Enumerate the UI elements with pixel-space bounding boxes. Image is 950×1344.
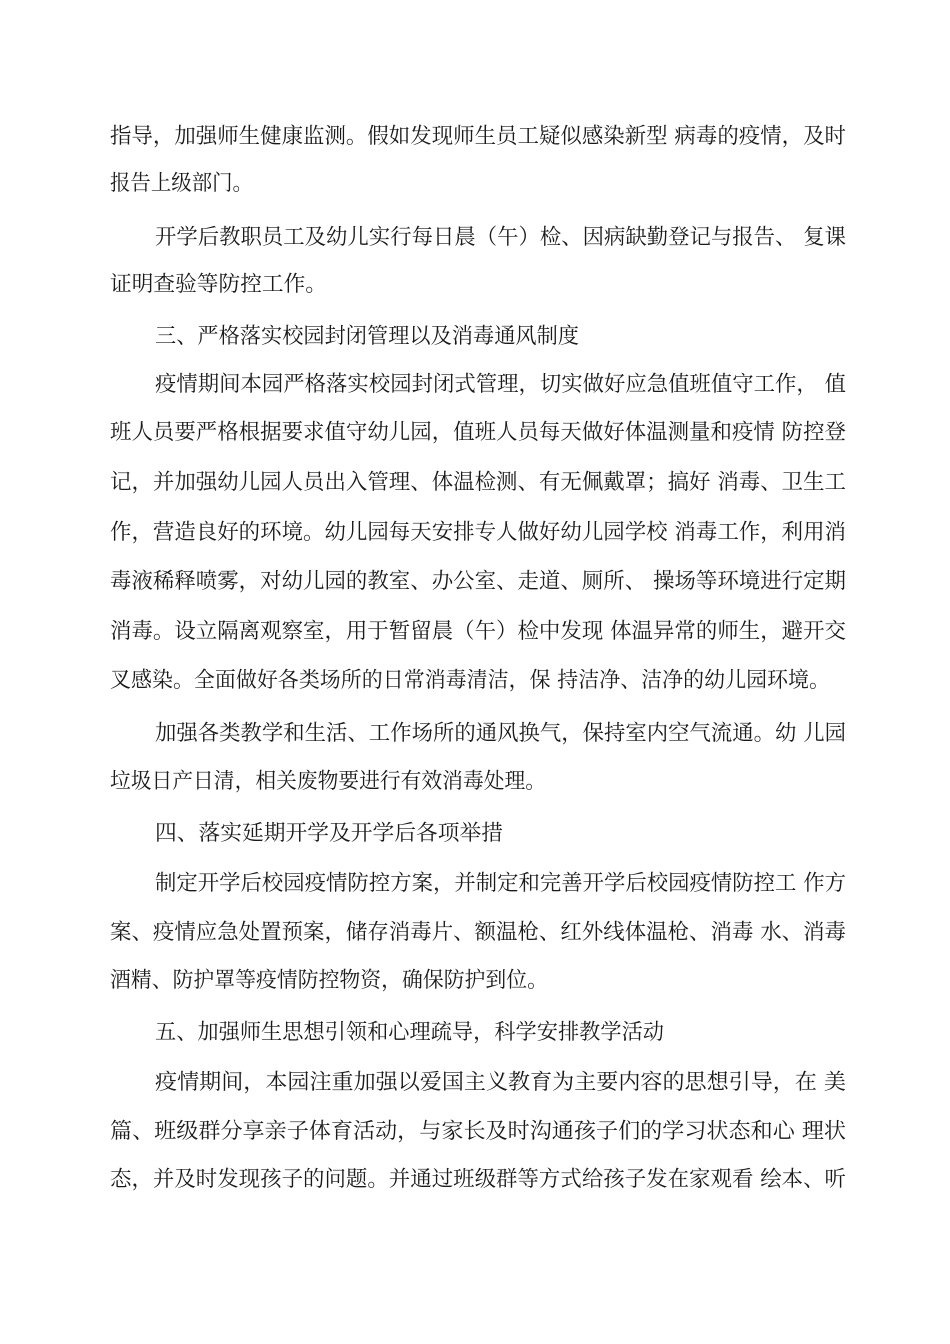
text-line — [0, 659, 950, 703]
line-text: 叉感染。全面做好各类场所的日常消毒清洁，保 持洁净、洁净的幼儿园环境。 — [110, 668, 830, 693]
section-heading — [0, 315, 950, 359]
line-text: 开学后教职员工及幼儿实行每日晨（午）检、因病缺勤登记与报告、 复课 — [155, 225, 846, 250]
text-line — [0, 911, 950, 955]
line-text: 加强各类教学和生活、工作场所的通风换气，保持室内空气流通。幼 儿园 — [155, 721, 846, 746]
text-line — [0, 162, 950, 206]
text-line — [0, 560, 950, 604]
line-text: 作，营造良好的环境。幼儿园每天安排专人做好幼儿园学校 消毒工作，利用消 — [110, 520, 846, 545]
line-text: 疫情期间，本园注重加强以爱国主义教育为主要内容的思想引导，在 美 — [155, 1070, 846, 1095]
line-text: 案、疫情应急处置预案，储存消毒片、额温枪、红外线体温枪、消毒 水、消毒 — [110, 920, 846, 945]
text-line — [0, 1110, 950, 1154]
line-text: 垃圾日产日清，相关废物要进行有效消毒处理。 — [110, 769, 546, 794]
text-line — [0, 115, 950, 159]
text-line — [0, 411, 950, 455]
text-line — [0, 712, 950, 756]
text-line — [0, 263, 950, 307]
text-line — [0, 610, 950, 654]
line-text: 态，并及时发现孩子的问题。并通过班级群等方式给孩子发在家观看 绘本、听 — [110, 1167, 846, 1192]
text-line — [0, 1158, 950, 1202]
line-text: 制定开学后校园疫情防控方案，并制定和完善开学后校园疫情防控工 作方 — [155, 871, 846, 896]
text-line — [0, 363, 950, 407]
text-line — [0, 511, 950, 555]
section-heading — [0, 1011, 950, 1055]
line-text: 五、加强师生思想引领和心理疏导，科学安排教学活动 — [155, 1020, 664, 1045]
line-text: 记，并加强幼儿园人员出入管理、体温检测、有无佩戴罩；搞好 消毒、卫生工 — [110, 470, 846, 495]
line-text: 酒精、防护罩等疫情防控物资，确保防护到位。 — [110, 968, 548, 993]
section-heading — [0, 812, 950, 856]
line-text: 班人员要严格根据要求值守幼儿园，值班人员每天做好体温测量和疫情 防控登 — [110, 420, 846, 445]
text-line — [0, 216, 950, 260]
text-line — [0, 1061, 950, 1105]
line-text: 指导，加强师生健康监测。假如发现师生员工疑似感染新型 病毒的疫情，及时 — [110, 124, 846, 149]
line-text: 三、严格落实校园封闭管理以及消毒通风制度 — [155, 324, 579, 349]
line-text: 证明查验等防控工作。 — [110, 272, 327, 297]
text-line — [0, 461, 950, 505]
text-line — [0, 862, 950, 906]
line-text: 篇、班级群分享亲子体育活动，与家长及时沟通孩子们的学习状态和心 理状 — [110, 1119, 846, 1144]
line-text: 消毒。设立隔离观察室，用于暂留晨（午）检中发现 体温异常的师生，避开交 — [110, 619, 846, 644]
line-text: 报告上级部门。 — [110, 171, 253, 196]
line-text: 疫情期间本园严格落实校园封闭式管理，切实做好应急值班值守工作， 值 — [155, 372, 846, 397]
text-line — [0, 760, 950, 804]
line-text: 四、落实延期开学及开学后各项举措 — [155, 821, 504, 846]
text-line — [0, 959, 950, 1003]
line-text: 毒液稀释喷雾，对幼儿园的教室、办公室、走道、厕所、 操场等环境进行定期 — [110, 569, 846, 594]
